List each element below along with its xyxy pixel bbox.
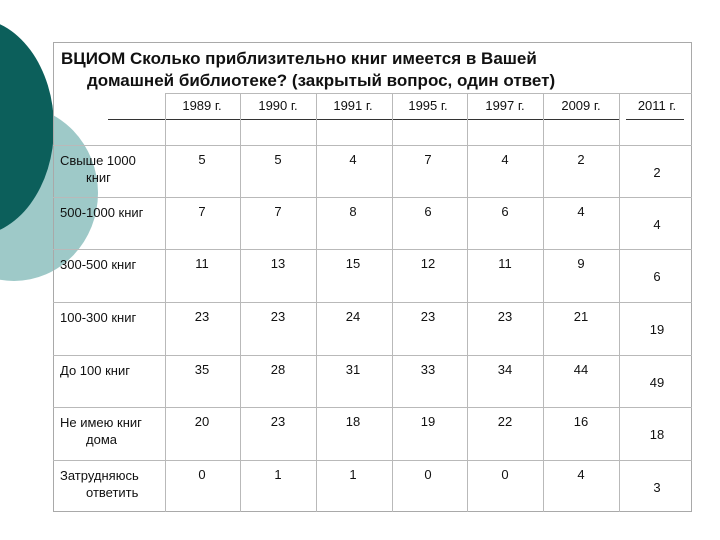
table-cell: 4	[349, 152, 357, 167]
row-divider	[53, 145, 692, 146]
table-cell: 24	[345, 309, 361, 324]
table-cell: 11	[498, 256, 512, 271]
table-cell: 6	[501, 204, 509, 219]
table-cell: 23	[497, 309, 513, 324]
table-cell-2011: 49	[649, 375, 665, 390]
row-label-line-1: До 100 книг	[60, 363, 130, 378]
table-cell: 4	[577, 204, 585, 219]
table-cell: 33	[420, 362, 436, 377]
table-cell-2011: 3	[653, 480, 661, 495]
table-cell: 0	[198, 467, 206, 482]
table-cell-2011: 6	[653, 269, 661, 284]
row-label-line-2: книг	[86, 170, 111, 185]
row-divider	[53, 197, 692, 198]
table-cell: 5	[198, 152, 206, 167]
table-cell: 4	[577, 467, 585, 482]
column-divider	[392, 93, 393, 512]
row-label-line-1: Не имею книг	[60, 415, 142, 430]
table-cell: 21	[573, 309, 589, 324]
table-cell: 15	[345, 256, 361, 271]
slide-title	[61, 48, 661, 92]
table-cell: 44	[573, 362, 589, 377]
column-header: 2011 г.	[637, 98, 677, 113]
table-cell: 4	[501, 152, 509, 167]
row-label-line-1: 500-1000 книг	[60, 205, 144, 220]
row-label	[60, 152, 165, 186]
column-divider	[619, 93, 620, 512]
row-label	[60, 309, 165, 326]
table-cell: 8	[349, 204, 357, 219]
table-cell: 35	[194, 362, 210, 377]
row-divider	[53, 407, 692, 408]
table-cell: 1	[274, 467, 282, 482]
header-underline-2011	[626, 119, 684, 120]
row-label	[60, 467, 165, 501]
table-cell: 2	[577, 152, 585, 167]
table-cell: 6	[424, 204, 432, 219]
table-cell: 28	[270, 362, 286, 377]
column-header: 1991 г.	[333, 98, 373, 113]
table-cell: 23	[194, 309, 210, 324]
table-cell: 23	[270, 414, 286, 429]
column-divider	[240, 93, 241, 512]
column-header: 1997 г.	[485, 98, 525, 113]
row-label	[60, 414, 165, 448]
table-cell: 0	[501, 467, 509, 482]
column-divider	[165, 93, 166, 512]
table-cell-2011: 19	[649, 322, 665, 337]
column-header: 1995 г.	[408, 98, 448, 113]
column-header: 2009 г.	[561, 98, 601, 113]
row-label	[60, 256, 165, 273]
row-label	[60, 362, 165, 379]
table-cell-2011: 4	[653, 217, 661, 232]
table-cell: 16	[573, 414, 589, 429]
row-divider	[53, 355, 692, 356]
row-label	[60, 204, 165, 221]
row-label-line-1: Затрудняюсь	[60, 468, 139, 483]
table-cell: 7	[424, 152, 432, 167]
row-label-line-1: 100-300 книг	[60, 310, 137, 325]
table-cell: 34	[497, 362, 513, 377]
table-cell: 18	[345, 414, 361, 429]
table-cell: 20	[194, 414, 210, 429]
table-cell: 12	[420, 256, 436, 271]
table-cell: 1	[349, 467, 357, 482]
row-label-line-2: дома	[86, 432, 117, 447]
table-cell: 7	[198, 204, 206, 219]
row-label-line-1: 300-500 книг	[60, 257, 137, 272]
title-line-1: ВЦИОМ Сколько приблизительно книг имеется в Вашей	[61, 49, 537, 68]
row-label-line-1: Свыше 1000	[60, 153, 136, 168]
table-cell: 11	[195, 256, 209, 271]
row-divider	[53, 460, 692, 461]
table-cell-2011: 2	[653, 165, 661, 180]
table-cell: 23	[420, 309, 436, 324]
table-cell: 9	[577, 256, 585, 271]
table-cell: 19	[420, 414, 436, 429]
table-cell: 7	[274, 204, 282, 219]
column-header: 1989 г.	[182, 98, 222, 113]
title-line-2: домашней библиотеке? (закрытый вопрос, один ответ)	[87, 71, 556, 90]
row-divider	[53, 302, 692, 303]
column-divider	[467, 93, 468, 512]
row-label-line-2: ответить	[86, 485, 139, 500]
row-divider	[53, 249, 692, 250]
table-cell: 0	[424, 467, 432, 482]
column-header: 1990 г.	[258, 98, 298, 113]
table-cell: 23	[270, 309, 286, 324]
column-divider	[543, 93, 544, 512]
table-cell-2011: 18	[649, 427, 665, 442]
column-divider	[316, 93, 317, 512]
table-cell: 13	[270, 256, 286, 271]
table-cell: 22	[497, 414, 513, 429]
table-cell: 5	[274, 152, 282, 167]
table-cell: 31	[345, 362, 361, 377]
header-top-divider	[165, 93, 692, 94]
